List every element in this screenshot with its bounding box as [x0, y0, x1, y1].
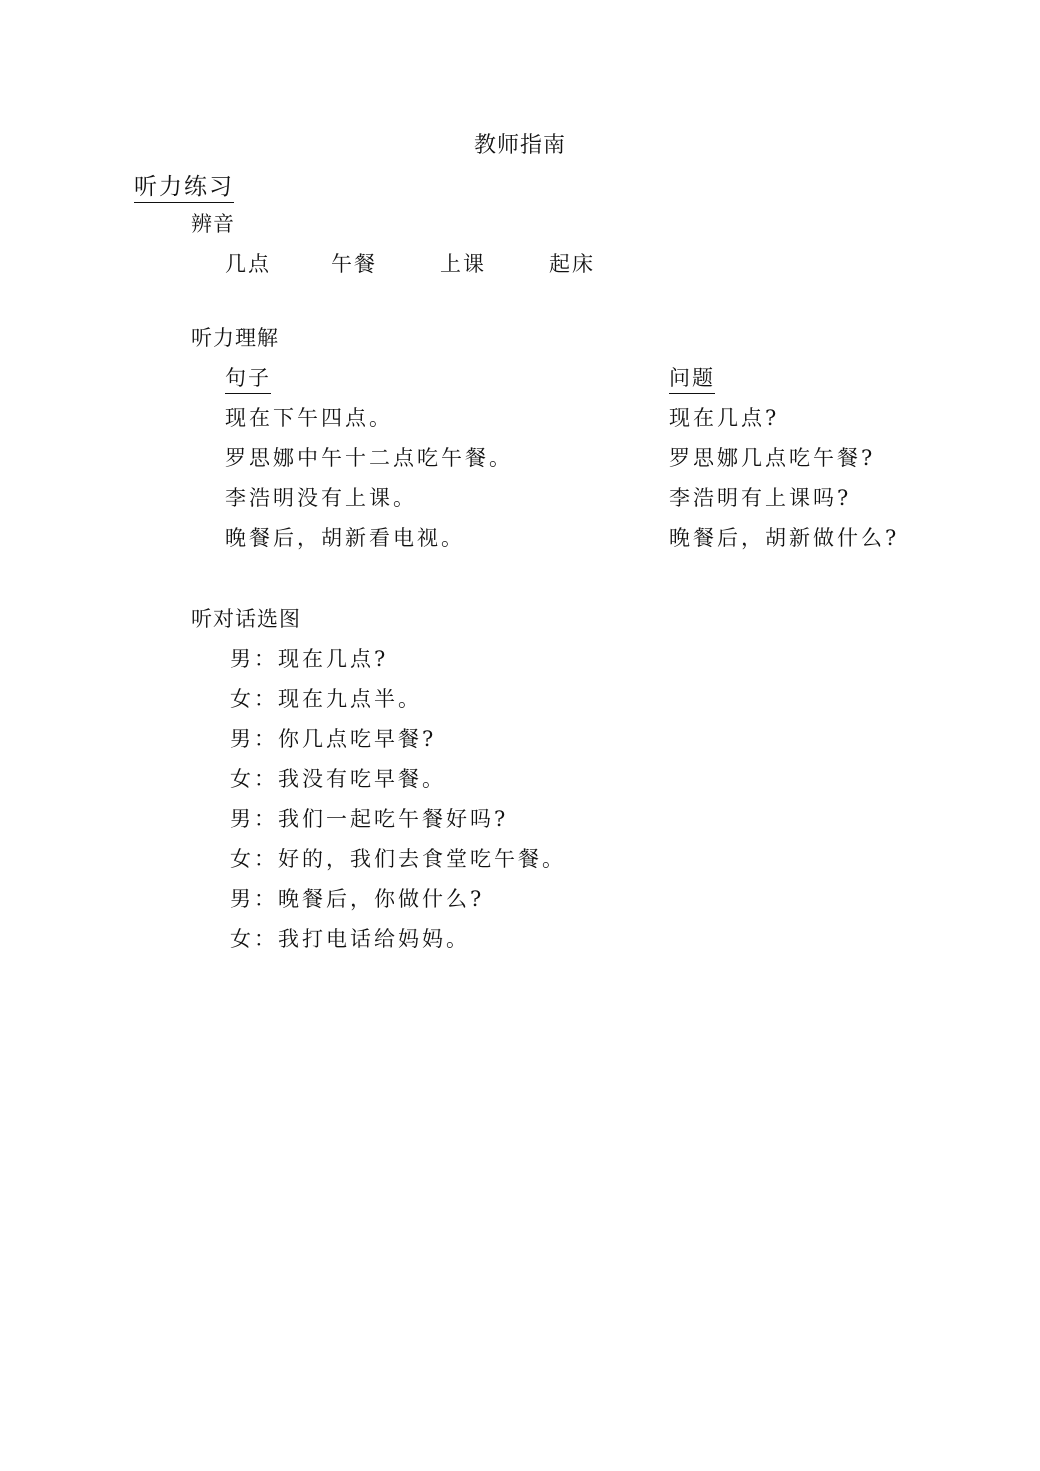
phonetics-word: 起床 — [549, 252, 595, 276]
phonetics-word: 上课 — [440, 252, 486, 276]
phonetics-heading: 辨音 — [191, 212, 235, 236]
dialogue-line: 女：我没有吃早餐。 — [230, 767, 446, 791]
document-title: 教师指南 — [473, 133, 566, 158]
sentence-cell: 罗思娜中午十二点吃午餐。 — [225, 446, 513, 470]
dialogue-line: 男：我们一起吃午餐好吗? — [230, 807, 509, 831]
phonetics-word: 几点 — [225, 252, 271, 276]
dialogue-line: 女：现在九点半。 — [230, 687, 422, 711]
sentence-column-header: 句子 — [225, 362, 271, 394]
question-cell: 晚餐后，胡新做什么? — [669, 526, 900, 550]
dialogue-line: 男：现在几点? — [230, 647, 389, 671]
question-cell: 罗思娜几点吃午餐? — [669, 446, 876, 470]
dialogue-line: 女：我打电话给妈妈。 — [230, 927, 470, 951]
dialogue-heading: 听对话选图 — [191, 607, 301, 631]
question-cell: 李浩明有上课吗? — [669, 486, 852, 510]
dialogue-line: 男：晚餐后，你做什么? — [230, 887, 485, 911]
dialogue-line: 女：好的，我们去食堂吃午餐。 — [230, 847, 566, 871]
dialogue-line: 男：你几点吃早餐? — [230, 727, 437, 751]
comprehension-heading: 听力理解 — [191, 326, 279, 350]
sentence-cell: 李浩明没有上课。 — [225, 486, 417, 510]
sentence-cell: 现在下午四点。 — [225, 406, 393, 430]
sentence-cell: 晚餐后，胡新看电视。 — [225, 526, 465, 550]
question-column-header: 问题 — [669, 362, 715, 394]
section-title-listening: 听力练习 — [134, 168, 234, 203]
phonetics-word: 午餐 — [331, 252, 377, 276]
question-cell: 现在几点? — [669, 406, 780, 430]
